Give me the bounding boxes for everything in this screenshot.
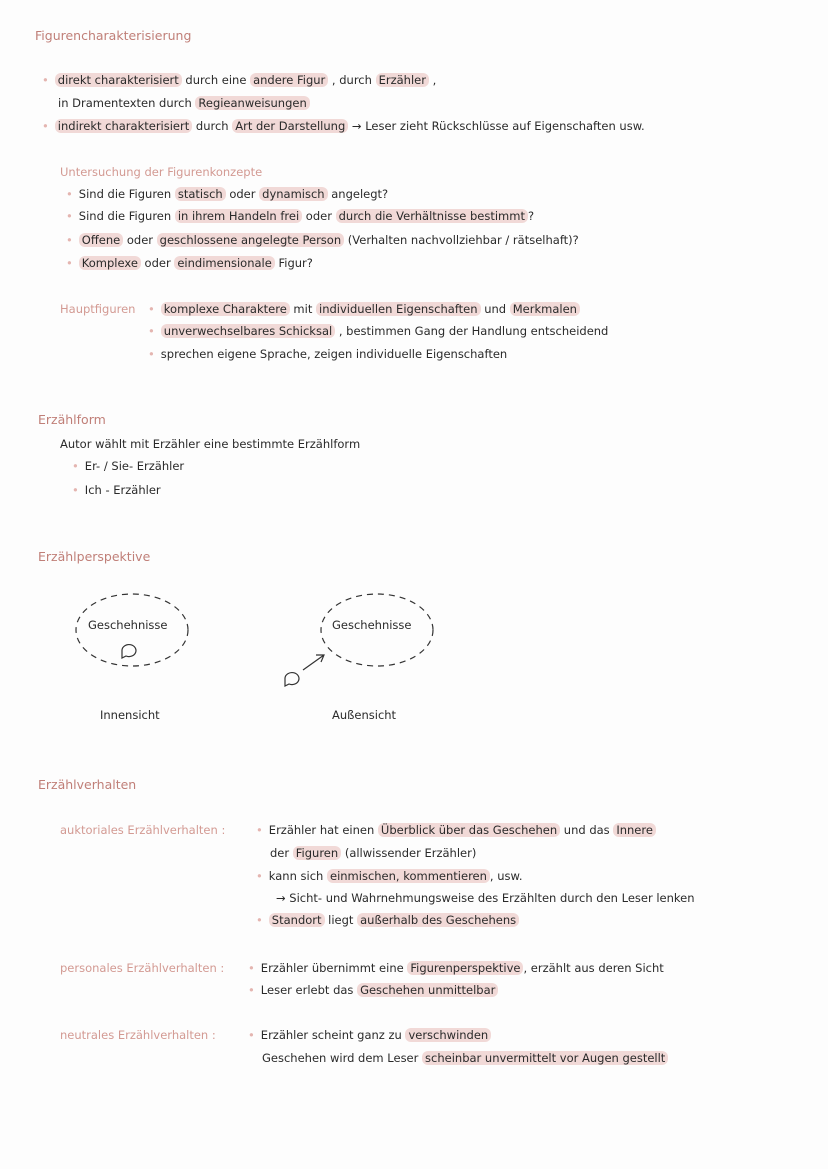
bullet-icon: • bbox=[42, 73, 49, 87]
highlighted-text: verschwinden bbox=[405, 1028, 491, 1042]
highlighted-text: individuellen Eigenschaften bbox=[316, 302, 481, 316]
highlighted-text: dynamisch bbox=[259, 187, 327, 201]
highlighted-text: Figuren bbox=[293, 846, 341, 860]
neutral-label: neutrales Erzählverhalten : bbox=[60, 1028, 216, 1042]
bullet-icon: • bbox=[248, 1028, 255, 1042]
highlighted-text: statisch bbox=[175, 187, 226, 201]
highlighted-text: Geschehen unmittelbar bbox=[357, 983, 498, 997]
highlighted-text: direkt charakterisiert bbox=[55, 73, 182, 87]
text: der bbox=[270, 846, 293, 860]
text: (Verhalten nachvollziehbar / rätselhaft)? bbox=[344, 233, 579, 247]
text: Geschehen wird dem Leser bbox=[262, 1051, 423, 1065]
arrow-icon bbox=[303, 655, 324, 670]
text: Leser erlebt das bbox=[260, 983, 358, 997]
highlighted-text: geschlossene angelegte Person bbox=[157, 233, 344, 247]
text: sprechen eigene Sprache, zeigen individuelle Eigenschaften bbox=[160, 347, 508, 361]
text: in Dramentexten durch bbox=[58, 96, 196, 110]
innensicht-label: Innensicht bbox=[100, 708, 160, 722]
bullet-icon: • bbox=[42, 119, 49, 133]
text: ? bbox=[527, 209, 535, 223]
text: , erzählt aus deren Sicht bbox=[523, 961, 664, 975]
text: Ich - Erzähler bbox=[84, 483, 161, 497]
highlighted-text: Figurenperspektive bbox=[407, 961, 523, 975]
title: Figurencharakterisierung bbox=[35, 28, 192, 43]
highlighted-text: Erzähler bbox=[376, 73, 429, 87]
text: durch bbox=[192, 119, 233, 133]
bullet-icon: • bbox=[256, 869, 263, 883]
highlighted-text: durch die Verhältnisse bestimmt bbox=[336, 209, 528, 223]
bullet-icon: • bbox=[66, 209, 73, 223]
text: (allwissender Erzähler) bbox=[341, 846, 477, 860]
text: und bbox=[480, 302, 510, 316]
highlighted-text: Offene bbox=[79, 233, 123, 247]
list-item bbox=[256, 912, 519, 928]
text: → Leser zieht Rückschlüsse auf Eigenschaften usw. bbox=[348, 119, 645, 133]
bullet-icon: • bbox=[148, 347, 155, 361]
text: Erzähler übernimmt eine bbox=[260, 961, 408, 975]
text: → Sicht- und Wahrnehmungsweise des Erzählten durch den Leser lenken bbox=[276, 891, 695, 905]
highlighted-text: scheinbar unvermittelt vor Augen gestellt bbox=[422, 1051, 668, 1065]
text: mit bbox=[289, 302, 316, 316]
bullet-icon: • bbox=[248, 983, 255, 997]
text: kann sich bbox=[268, 869, 327, 883]
speech-bubble-icon bbox=[285, 673, 299, 686]
highlighted-text: eindimensionale bbox=[174, 256, 274, 270]
text: oder bbox=[140, 256, 175, 270]
highlighted-text: in ihrem Handeln frei bbox=[175, 209, 302, 223]
text-line bbox=[262, 1050, 668, 1066]
text: oder bbox=[123, 233, 157, 247]
highlighted-text: unverwechselbares Schicksal bbox=[161, 324, 335, 338]
text: angelegt? bbox=[327, 187, 389, 201]
highlighted-text: Innere bbox=[613, 823, 656, 837]
text: , durch bbox=[328, 73, 376, 87]
list-item bbox=[248, 982, 498, 998]
highlighted-text: komplexe Charaktere bbox=[161, 302, 290, 316]
section-heading: Erzählverhalten bbox=[38, 777, 137, 792]
list-item bbox=[256, 822, 656, 838]
text: Autor wählt mit Erzähler eine bestimmte Erzählform bbox=[60, 437, 361, 451]
bubble-label: Geschehnisse bbox=[88, 618, 168, 632]
bullet-icon: • bbox=[72, 483, 79, 497]
hauptfiguren-label: Hauptfiguren bbox=[60, 302, 136, 316]
bullet-icon: • bbox=[148, 302, 155, 316]
bullet-icon: • bbox=[256, 823, 263, 837]
text: oder bbox=[225, 187, 260, 201]
bullet-icon: • bbox=[256, 913, 263, 927]
highlighted-text: indirekt charakterisiert bbox=[55, 119, 192, 133]
text: Sind die Figuren bbox=[78, 187, 175, 201]
bullet-icon: • bbox=[66, 256, 73, 270]
highlighted-text: Komplexe bbox=[79, 256, 141, 270]
auktorial-label: auktoriales Erzählverhalten : bbox=[60, 823, 226, 837]
text: liegt bbox=[324, 913, 358, 927]
text: Sind die Figuren bbox=[78, 209, 175, 223]
highlighted-text: Regieanweisungen bbox=[195, 96, 309, 110]
text: oder bbox=[302, 209, 336, 223]
highlighted-text: Art der Darstellung bbox=[232, 119, 348, 133]
bullet-icon: • bbox=[72, 459, 79, 473]
text: , bestimmen Gang der Handlung entscheidend bbox=[335, 324, 609, 338]
text: Er- / Sie- Erzähler bbox=[84, 459, 185, 473]
personal-label: personales Erzählverhalten : bbox=[60, 961, 225, 975]
bullet-icon: • bbox=[66, 233, 73, 247]
list-item bbox=[256, 868, 523, 884]
section-heading: Erzählperspektive bbox=[38, 549, 151, 564]
highlighted-text: andere Figur bbox=[250, 73, 328, 87]
text: Erzähler hat einen bbox=[268, 823, 378, 837]
section-heading: Erzählform bbox=[38, 412, 106, 427]
highlighted-text: Standort bbox=[269, 913, 325, 927]
bullet-icon: • bbox=[66, 187, 73, 201]
bullet-icon: • bbox=[248, 961, 255, 975]
aussensicht-label: Außensicht bbox=[332, 708, 397, 722]
speech-bubble-icon bbox=[122, 645, 136, 658]
text: und das bbox=[560, 823, 614, 837]
list-item bbox=[248, 960, 664, 976]
highlighted-text: Merkmalen bbox=[510, 302, 580, 316]
text-line bbox=[276, 890, 695, 906]
bullet-icon: • bbox=[148, 324, 155, 338]
section-heading: Untersuchung der Figurenkonzepte bbox=[60, 165, 263, 179]
highlighted-text: außerhalb des Geschehens bbox=[357, 913, 519, 927]
text: , bbox=[428, 73, 437, 87]
text: Erzähler scheint ganz zu bbox=[260, 1028, 406, 1042]
text: , usw. bbox=[489, 869, 523, 883]
highlighted-text: einmischen, kommentieren bbox=[327, 869, 490, 883]
bubble-label: Geschehnisse bbox=[332, 618, 412, 632]
text-line bbox=[270, 845, 476, 861]
text: durch eine bbox=[181, 73, 251, 87]
list-item bbox=[248, 1027, 491, 1043]
text: Figur? bbox=[274, 256, 313, 270]
highlighted-text: Überblick über das Geschehen bbox=[378, 823, 560, 837]
